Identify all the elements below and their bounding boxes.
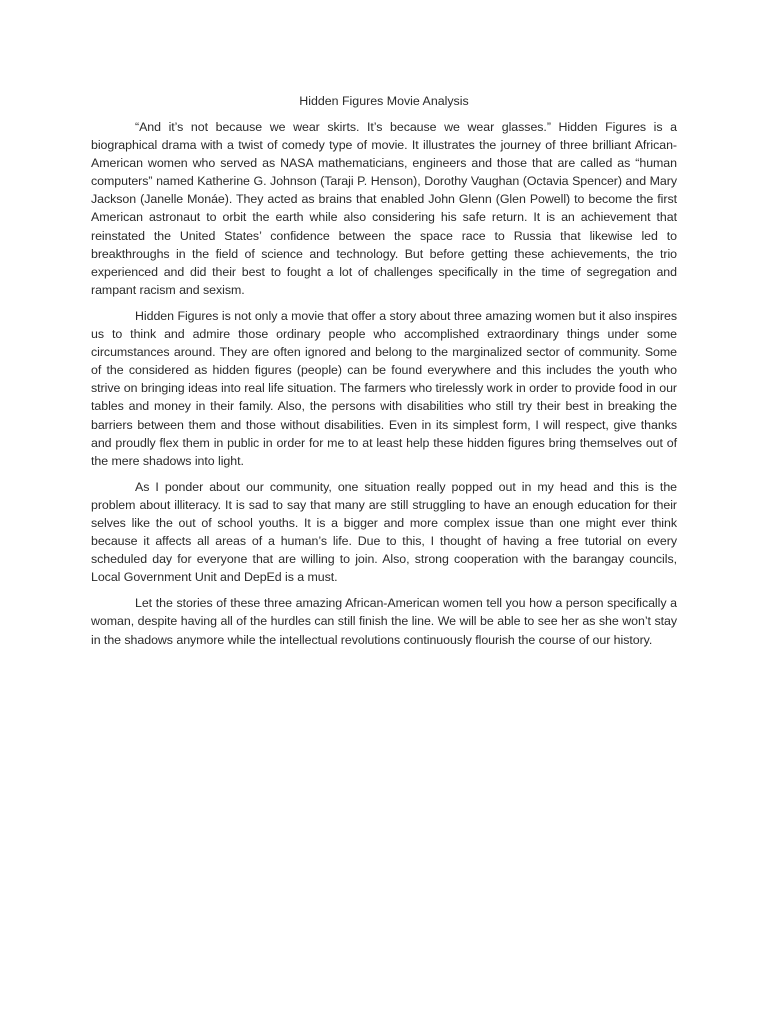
document-title: Hidden Figures Movie Analysis: [299, 94, 469, 108]
paragraph-1: “And it’s not because we wear skirts. It’s because we wear glasses.” Hidden Figures is a biographical drama with a twist of comedy type of movie. It illustrates the journey of three brilliant African-American women who served as NASA mathematicians, engineers and those that are called as “human computers” named Katherine G. Johnson (Taraji P. Henson), Dorothy Vaughan (Octavia Spencer) and Mary Jackson (Janelle Monáe). They acted as brains that enabled John Glenn (Glen Powell) to become the first American astronaut to orbit the earth while also considering his safe return. It is an achievement that reinstated the United States’ confidence between the space race to Russia that likewise led to breakthroughs in the field of science and technology. But before getting these achievements, the trio experienced and did their best to fought a lot of challenges specifically in the time of segregation and rampant racism and sexism.: [91, 120, 677, 297]
paragraph-3: As I ponder about our community, one situation really popped out in my head and this is the problem about illiteracy. It is sad to say that many are still struggling to have an enough education for their selves like the out of school youths. It is a bigger and more complex issue than one might ever think because it affects all areas of a human’s life. Due to this, I thought of having a free tutorial on every scheduled day for everyone that are willing to join. Also, strong cooperation with the barangay councils, Local Government Unit and DepEd is a must.: [91, 479, 677, 585]
paragraph-4: Let the stories of these three amazing African-American women tell you how a person specifically a woman, despite having all of the hurdles can still finish the line. We will be able to see her as she won’t stay in the shadows anymore while the intellectual revolutions continuously flourish the course of our history.: [91, 596, 677, 647]
paragraph-2: Hidden Figures is not only a movie that offer a story about three amazing women but it also inspires us to think and admire those ordinary people who accomplished extraordinary things under some circumstances around. They are often ignored and belong to the marginalized sector of community. Some of the considered as hidden figures (people) can be found everywhere and this includes the youth who strive on bringing ideas into real life situation. The farmers who tirelessly work in order to provide food in our tables and money in their family. Also, the persons with disabilities who still try their best in breaking the barriers between them and those without disabilities. Even in its simplest form, I will respect, give thanks and proudly flex them in public in order for me to at least help these hidden figures bring themselves out of the mere shadows into light.: [91, 308, 677, 468]
document-body: [91, 92, 677, 657]
